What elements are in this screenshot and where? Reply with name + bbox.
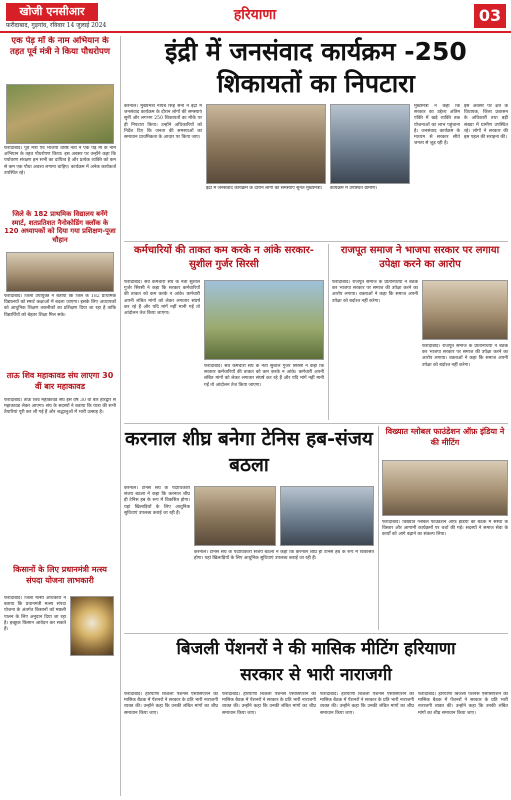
- lead-body-col2: मुख्यमंत्री ने कहा कि सरकार का उद्देश्य अंतिम पंक्ति में खड़े व्यक्ति तक योजनाओं का लाभ पहुंचाना है। जनसंवाद कार्यक्रम के माध्यम से सरकार सीधे जनता से जुड़ रही है।: [414, 104, 460, 147]
- lead-photo-main: [206, 104, 326, 184]
- story-c-photo1: [194, 486, 276, 546]
- left1-body: फरीदाबाद। पूर्व मंत्री एवं भाजपा वरिष्ठ नेता ने एक पेड़ माँ के नाम अभियान के तहत पौधरोपण किया। इस अवसर पर उन्होंने कहा कि पर्यावरण संरक्षण हम सभी का दायित्व है और प्रत्येक व्यक्ति को कम से कम एक पौधा अवश्य लगाना चाहिए। कार्यक्रम में अनेक कार्यकर्ता उपस्थित रहे।: [4, 146, 116, 176]
- page-number: 03: [474, 4, 506, 28]
- story-a-photo: [204, 280, 324, 360]
- story-c-photo2: [280, 486, 374, 546]
- story-b-headline: राजपूत समाज ने भाजपा सरकार पर लगाया उपेक्षा करने का आरोप: [340, 245, 500, 270]
- story-e-body-col3: फरीदाबाद। हरियाणा बिजली पेंशनर्स एसोसिएशन की मासिक बैठक में पेंशनरों ने सरकार के प्रति भारी नाराजगी व्यक्त की। उन्होंने कहा कि उनकी लंबित मांगों का शीघ्र समाधान किया जाए।: [320, 692, 414, 716]
- story-a-body-col1: फरीदाबाद। सर्व कर्मचारी संघ के नेता सुशील गुर्जर सिरसी ने कहा कि सरकार कर्मचारियों की ताकत को कम करके न आंके। कर्मचारी अपनी लंबित मांगों को लेकर लगातार संघर्ष कर रहे हैं और यदि मांगें नहीं मानी गईं तो आंदोलन तेज किया जाएगा।: [124, 280, 200, 317]
- story-e-headline-line2: सरकार से भारी नाराजगी: [240, 665, 392, 685]
- section-divider: [124, 633, 508, 634]
- lead-body-col1: करनाल। मुख्यमंत्री नायब सिंह सैनी ने इंद्री में जनसंवाद कार्यक्रम के दौरान लोगों की समस्याएं सुनीं और लगभग 250 शिकायतों का मौके पर ही निपटारा किया। उन्होंने अधिकारियों को निर्देश दिए कि जनता की समस्याओं का समाधान प्राथमिकता के आधार पर किया जाए।: [124, 104, 202, 141]
- lead-headline-line1: इंद्री में जनसंवाद कार्यक्रम -250: [165, 37, 467, 66]
- section-divider: [124, 423, 508, 424]
- story-d-photo: [382, 460, 508, 516]
- story-e-body-col1: फरीदाबाद। हरियाणा बिजली पेंशनर्स एसोसिएशन की मासिक बैठक में पेंशनरों ने सरकार के प्रति भारी नाराजगी व्यक्त की। उन्होंने कहा कि उनकी लंबित मांगों का शीघ्र समाधान किया जाए।: [124, 692, 218, 716]
- story-e-body-col2: फरीदाबाद। हरियाणा बिजली पेंशनर्स एसोसिएशन की मासिक बैठक में पेंशनरों ने सरकार के प्रति भारी नाराजगी व्यक्त की। उन्होंने कहा कि उनकी लंबित मांगों का शीघ्र समाधान किया जाए।: [222, 692, 316, 716]
- column-divider: [328, 244, 329, 420]
- portrait-photo: [70, 596, 114, 656]
- lead-headline-line2: शिकायतों का निपटारा: [217, 69, 415, 98]
- plantation-photo: [6, 84, 114, 144]
- lead-body-col3: इस अवसर पर क्षेत्र के विधायक, जिला प्रशासन के अधिकारी तथा बड़ी संख्या में ग्रामीण उपस्थित रहे। लोगों ने सरकार की इस पहल की सराहना की।: [464, 104, 508, 141]
- left4-headline: किसानों के लिए प्रधानमंत्री मत्स्य संपदा योजना लाभकारी: [13, 565, 107, 585]
- teachers-photo: [6, 252, 114, 292]
- lead-caption1: इंद्री में जनसंवाद कार्यक्रम के दौरान लोगों की समस्याएं सुनते मुख्यमंत्री।: [206, 186, 323, 191]
- story-b-body-col1: फरीदाबाद। राजपूत समाज के प्रतिनिधियों ने बैठक कर भाजपा सरकार पर समाज की उपेक्षा करने का आरोप लगाया। वक्ताओं ने कहा कि समाज अपनी उपेक्षा को बर्दाश्त नहीं करेगा।: [332, 280, 418, 304]
- dateline: फ़रीदाबाद, गुड़गांव, रविवार 14 जुलाई 2024: [6, 22, 107, 29]
- left3-headline: ताऊ शिव महाकावड संघ लाएगा 30 वीं बार महाकावड: [6, 371, 114, 391]
- column-divider: [120, 36, 121, 796]
- story-d-body: फरीदाबाद। विख्यात ग्लोबल फाउंडेशन ऑफ़ इंडिया की बैठक में संस्था के विस्तार और आगामी कार्यक्रमों पर चर्चा की गई। सदस्यों ने समाज सेवा के कार्यों को आगे बढ़ाने का संकल्प लिया।: [382, 520, 508, 538]
- left1-headline: एक पेड़ माँ के नाम अभियान के तहत पूर्व मंत्री ने किया पौधरोपण: [9, 36, 111, 57]
- newspaper-logo: खोजी एनसीआर: [6, 3, 98, 21]
- story-a-body-col2: फरीदाबाद। सर्व कर्मचारी संघ के नेता सुशील गुर्जर सिरसी ने कहा कि सरकार कर्मचारियों की ताकत को कम करके न आंके। कर्मचारी अपनी लंबित मांगों को लेकर लगातार संघर्ष कर रहे हैं और यदि मांगें नहीं मानी गईं तो आंदोलन तेज किया जाएगा।: [204, 364, 324, 388]
- story-c-body-col2: करनाल। टेनिस संघ के पदाधिकारी संजय बठला ने कहा कि करनाल शीघ्र ही टेनिस हब के रूप में विकसित होगा। यहां खिलाड़ियों के लिए आधुनिक सुविधाएं उपलब्ध कराई जा रही हैं।: [194, 550, 374, 562]
- story-a-headline: कर्मचारियों की ताकत कम करके न आंके सरकार-सुशील गुर्जर सिरसी: [134, 245, 314, 270]
- section-title: हरियाणा: [233, 7, 277, 23]
- story-c-headline: करनाल शीघ्र बनेगा टेनिस हब-संजय बठला: [125, 428, 373, 476]
- masthead: [0, 0, 511, 32]
- column-divider: [378, 426, 379, 630]
- left2-headline: जिले के 182 प्राथमिक विद्यालय बनेंगे स्मार्ट, शतप्रतिशत नैनोकोडिंग क्लॉक के 120 अध्यापकों को दिया गया प्रशिक्षण-पूजा चौहान: [4, 210, 116, 244]
- section-divider: [124, 241, 508, 242]
- story-e-headline-line1: बिजली पेंशनरों ने की मासिक मीटिंग हरियाणा: [176, 639, 456, 659]
- left2-body: फरीदाबाद। जिला उपायुक्त ने बताया कि जिले के 182 प्राथमिक विद्यालयों को स्मार्ट कक्षाओं में बदला जाएगा। इसके लिए अध्यापकों को आधुनिक शिक्षण तकनीकों का प्रशिक्षण दिया जा रहा है ताकि विद्यार्थियों को बेहतर शिक्षा मिल सके।: [4, 294, 116, 318]
- lead-photo-side: [330, 104, 410, 184]
- masthead-rule: [0, 31, 511, 33]
- story-d-headline: विख्यात ग्लोबल फाउंडेशन ऑफ़ इंडिया ने की मीटिंग: [385, 427, 505, 447]
- lead-caption2: कार्यक्रम में उपस्थित ग्रामीण।: [330, 186, 378, 191]
- left4-body: फरीदाबाद। जिला मत्स्य अधिकारी ने बताया कि प्रधानमंत्री मत्स्य संपदा योजना के अंतर्गत किसानों को मछली पालन के लिए अनुदान दिया जा रहा है। इच्छुक किसान आवेदन कर सकते हैं।: [4, 596, 66, 633]
- story-b-body-col2: फरीदाबाद। राजपूत समाज के प्रतिनिधियों ने बैठक कर भाजपा सरकार पर समाज की उपेक्षा करने का आरोप लगाया। वक्ताओं ने कहा कि समाज अपनी उपेक्षा को बर्दाश्त नहीं करेगा।: [422, 344, 508, 368]
- story-e-body-col4: फरीदाबाद। हरियाणा बिजली पेंशनर्स एसोसिएशन की मासिक बैठक में पेंशनरों ने सरकार के प्रति भारी नाराजगी व्यक्त की। उन्होंने कहा कि उनकी लंबित मांगों का शीघ्र समाधान किया जाए।: [418, 692, 508, 716]
- story-c-body-col1: करनाल। टेनिस संघ के पदाधिकारी संजय बठला ने कहा कि करनाल शीघ्र ही टेनिस हब के रूप में विकसित होगा। यहां खिलाड़ियों के लिए आधुनिक सुविधाएं उपलब्ध कराई जा रही हैं।: [124, 486, 190, 516]
- left3-body: फरीदाबाद। ताऊ शिव महाकावड संघ इस वर्ष 30 वीं बार हरिद्वार से महाकावड लेकर आएगा। संघ के सदस्यों ने बताया कि यात्रा की सभी तैयारियां पूरी कर ली गई हैं और श्रद्धालुओं में भारी उत्साह है।: [4, 398, 116, 416]
- story-b-photo: [422, 280, 508, 340]
